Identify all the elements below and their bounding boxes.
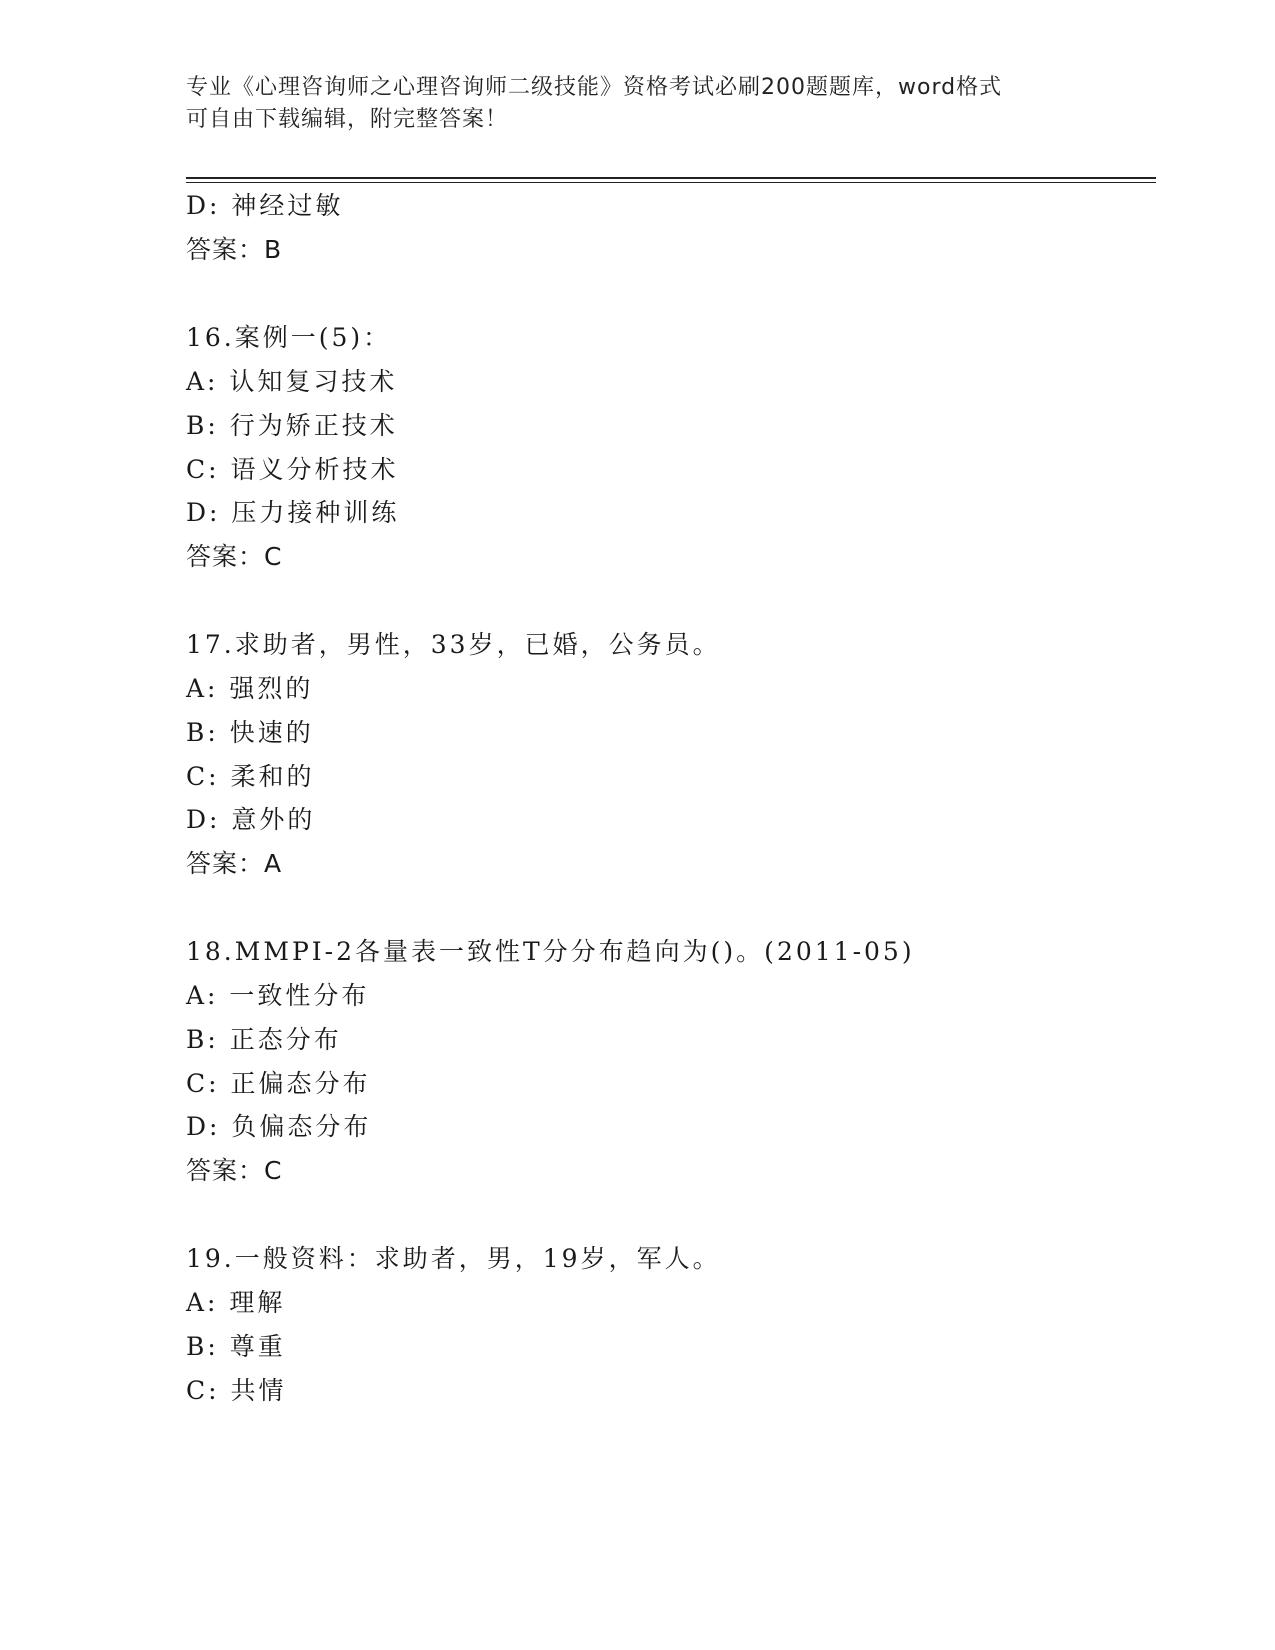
question-17-option-c: C: 柔和的: [186, 762, 315, 791]
question-16-option-d: D: 压力接种训练: [186, 498, 400, 527]
question-17-answer: 答案：A: [186, 849, 283, 878]
question-18-option-d: D: 负偏态分布: [186, 1112, 372, 1141]
question-18-option-c: C: 正偏态分布: [186, 1069, 371, 1098]
question-16-option-c: C: 语义分析技术: [186, 455, 399, 484]
header-divider-thick: [186, 177, 1156, 179]
option-d-carryover: D: 神经过敏: [186, 191, 344, 220]
document-header: [186, 72, 1066, 136]
question-17-option-b: B: 快速的: [186, 718, 314, 747]
question-16-option-a: A: 认知复习技术: [186, 367, 398, 396]
header-line-1: 专业《心理咨询师之心理咨询师二级技能》资格考试必刷200题题库，word格式: [186, 75, 1003, 100]
question-19-option-a: A: 理解: [186, 1288, 286, 1317]
question-17-option-a: A: 强烈的: [186, 674, 314, 703]
question-18-option-a: A: 一致性分布: [186, 981, 370, 1010]
question-17-stem: 17.求助者，男性，33岁，已婚，公务员。: [186, 630, 721, 659]
question-19-option-c: C: 共情: [186, 1376, 287, 1405]
question-19-option-b: B: 尊重: [186, 1332, 286, 1361]
question-16-stem: 16.案例一(5)：: [186, 323, 392, 352]
question-18-option-b: B: 正态分布: [186, 1025, 342, 1054]
header-line-2: 可自由下载编辑，附完整答案！: [186, 107, 509, 132]
question-16-option-b: B: 行为矫正技术: [186, 411, 398, 440]
header-divider-thin: [186, 182, 1156, 183]
question-18-stem: 18.MMPI-2各量表一致性T分分布趋向为()。(2011-05): [186, 937, 915, 966]
question-17-option-d: D: 意外的: [186, 805, 316, 834]
question-19-stem: 19.一般资料：求助者，男，19岁，军人。: [186, 1244, 721, 1273]
question-16-answer: 答案：C: [186, 542, 283, 571]
question-18-answer: 答案：C: [186, 1156, 283, 1185]
answer-carryover: 答案：B: [186, 235, 283, 264]
